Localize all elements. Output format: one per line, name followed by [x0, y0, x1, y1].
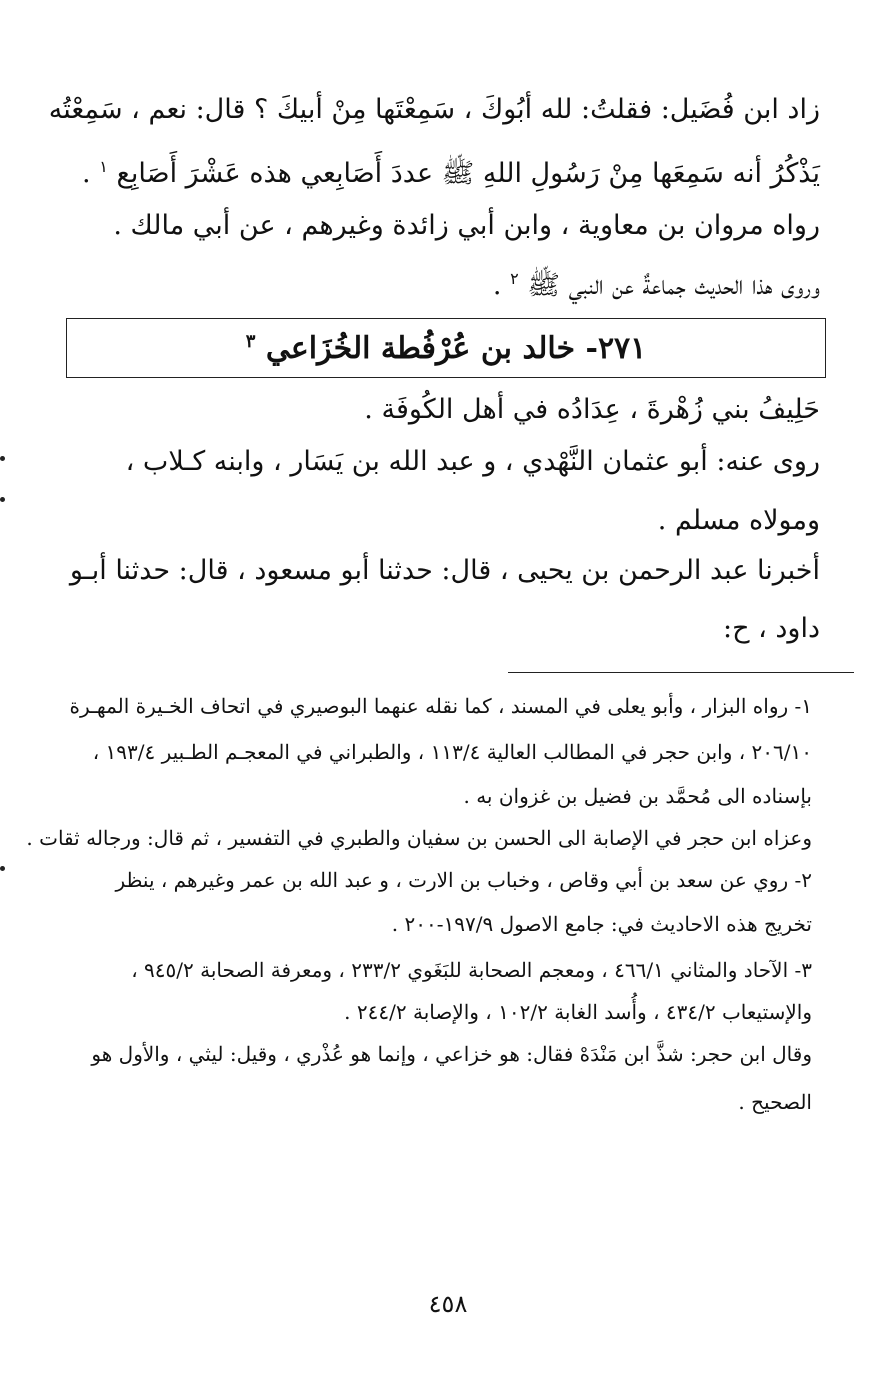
section-line-2: روى عنه: أبو عثمان النَّهْدي ، و عبد الله بن يَسَار ، وابنه كـلاب ، — [125, 446, 820, 477]
body-line-2: يَذْكُرُ أنه سَمِعَها مِنْ رَسُولِ اللهِ ﷺ عددَ أَصَابِعي هذه عَشْرَ أَصَابِع $^١$ . — [82, 157, 820, 189]
section-line-1: حَلِيفُ بني زُهْرةَ ، عِدَادُه في أهل الكُوفَة . — [364, 394, 820, 425]
page-number: ٤٥٨ — [428, 1290, 468, 1318]
footnote-marker-2[interactable]: ٢ — [510, 269, 519, 288]
section-line-4: أخبرنا عبد الرحمن بن يحيى ، قال: حدثنا أبو مسعود ، قال: حدثنا أبـو — [69, 555, 820, 586]
body-line-4: وروى هذا الحديث جماعةٌ عن النبي ﷺ $^٢$ . — [492, 269, 820, 301]
footnote-line-1: ١- رواه البزار ، وأبو يعلى في المسند ، كما نقله عنهما البوصيري في اتحاف الخـيرة المهـرة — [69, 694, 812, 718]
footnote-line-6: تخريج هذه الاحاديث في: جامع الاصول ١٩٧/٩-٢٠٠ . — [391, 912, 812, 936]
footnote-line-2: ٢٠٦/١٠ ، وابن حجر في المطالب العالية ١١٣/٤ ، والطبراني في المعجـم الطـبير ١٩٣/٤ ، — [92, 740, 812, 764]
footnote-line-8: والإستيعاب ٤٣٤/٢ ، وأُسد الغابة ١٠٢/٢ ، والإصابة ٢٤٤/٢ . — [344, 1000, 812, 1024]
footnote-line-10: الصحيح . — [738, 1090, 812, 1114]
footnote-line-5: ٢- روي عن سعد بن أبي وقاص ، وخباب بن الارت ، و عبد الله بن عمر وغيرهم ، ينظر — [115, 868, 812, 892]
body-line-1: زاد ابن فُضَيل: فقلتُ: لله أبُوكَ ، سَمِعْتَها مِنْ أبيكَ ؟ قال: نعم ، سَمِعْتُه — [48, 94, 820, 125]
footnote-line-7: ٣- الآحاد والمثاني ٤٦٦/١ ، ومعجم الصحابة للبَغَوي ٢٣٣/٢ ، ومعرفة الصحابة ٩٤٥/٢ ، — [131, 958, 812, 982]
footnote-separator — [508, 672, 854, 673]
scan-mark — [0, 497, 5, 502]
footnote-marker-3[interactable]: ٣ — [245, 330, 256, 352]
footnote-line-3: بإسناده الى مُحمَّد بن فضيل بن غزوان به . — [463, 784, 812, 808]
scan-mark — [0, 866, 5, 871]
section-line-5: داود ، ح: — [723, 613, 820, 644]
footnote-marker-1[interactable]: ١ — [99, 157, 108, 176]
entry-heading: ٢٧١- خالد بن عُرْفُطة الخُزَاعي $^٣$ — [245, 330, 647, 366]
entry-heading-box — [66, 318, 826, 378]
footnote-line-9: وقال ابن حجر: شذَّ ابن مَنْدَهْ فقال: هو خزاعي ، وإنما هو عُذْري ، وقيل: ليثي ، والأول هو — [91, 1042, 812, 1066]
footnote-line-4: وعزاه ابن حجر في الإصابة الى الحسن بن سفيان والطبري في التفسير ، ثم قال: ورجاله ثقات . — [26, 826, 812, 850]
section-line-3: ومولاه مسلم . — [657, 505, 820, 536]
body-line-3: رواه مروان بن معاوية ، وابن أبي زائدة وغيرهم ، عن أبي مالك . — [113, 210, 820, 241]
scan-mark — [0, 456, 5, 461]
